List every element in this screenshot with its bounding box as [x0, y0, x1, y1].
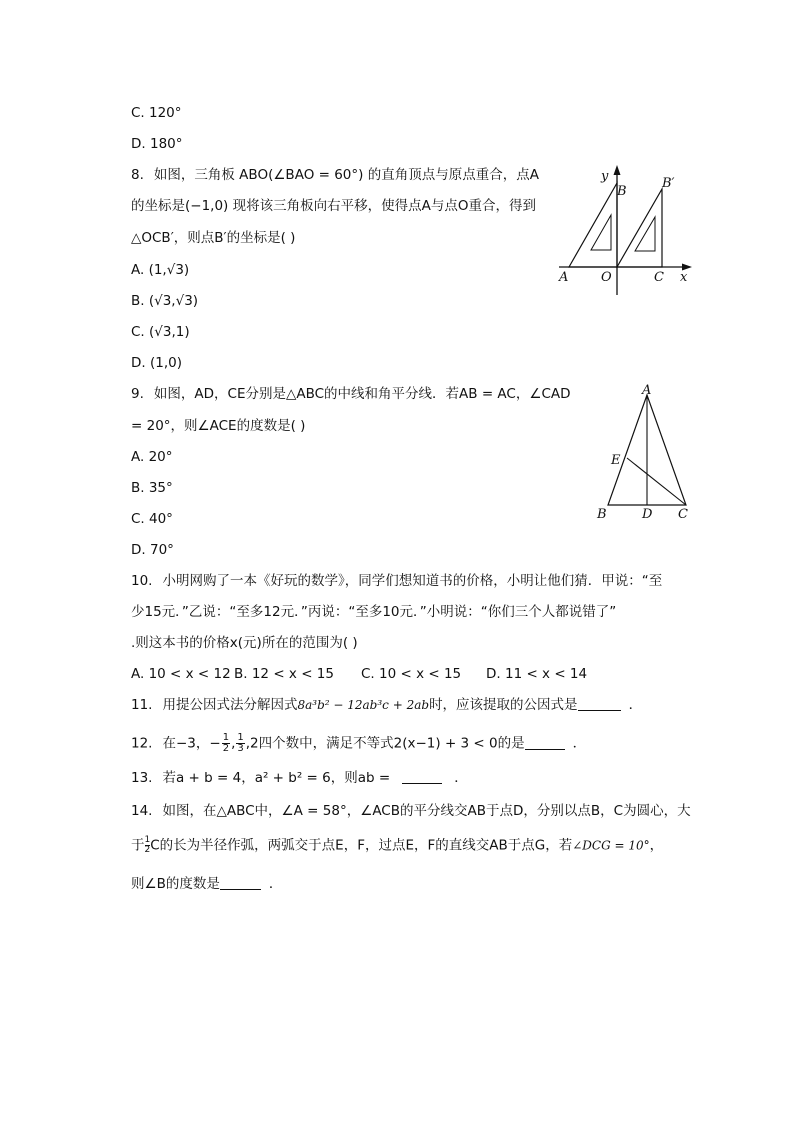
q12-end: ． — [572, 735, 587, 752]
q8-line2: 的坐标是(−1,0) 现将该三角板向右平移，使得点A与点O重合，得到 — [131, 198, 536, 214]
q9-option-b: B. 35° — [131, 480, 173, 496]
q12-minus: − — [209, 735, 221, 752]
q12-fraction-1-num: 1 — [222, 732, 230, 743]
q8-option-d: D. (1,0) — [131, 355, 182, 371]
q8-figure — [555, 163, 700, 298]
q11-text-b: 时，应该提取的公因式是 — [429, 697, 578, 713]
q8-label-c: C — [654, 270, 664, 285]
q8-text-1: 如图，三角板 ABO(∠BAO = 60°) 的直角顶点与原点重合，点A — [153, 167, 539, 183]
q12-text-a: 在−3， — [162, 735, 210, 752]
q9-line2: = 20°，则∠ACE的度数是( ) — [131, 418, 306, 434]
q14-answer-blank[interactable] — [220, 875, 261, 890]
q10-line2: 少15元．”乙说：“至多12元．”丙说：“至多10元．”小明说：“你们三个人都说错了” — [131, 604, 617, 620]
q13-line — [131, 769, 468, 787]
q8-label-bprime: B′ — [662, 176, 675, 191]
q14-line2 — [131, 836, 663, 855]
q14-end: ． — [268, 876, 283, 892]
q14-line3 — [131, 875, 282, 893]
q14-angle-dcg: ∠DCG = 10° — [572, 838, 650, 853]
q10-line3: .则这本书的价格x(元)所在的范围为( ) — [131, 635, 358, 651]
q8-number: 8. — [131, 167, 144, 183]
q14-number: 14. — [131, 803, 153, 819]
q14-text-3: 则∠B的度数是 — [131, 876, 220, 892]
q8-label-o: O — [601, 270, 612, 285]
q9-option-c: C. 40° — [131, 511, 173, 527]
q12-answer-blank[interactable] — [525, 735, 565, 750]
q8-line1 — [131, 166, 539, 184]
q11-answer-blank[interactable] — [578, 696, 621, 711]
q12-two: 2 — [250, 735, 259, 752]
q8-line3: △OCB′，则点B′的坐标是( ) — [131, 230, 296, 246]
q12-line: 12. 在−3，− $\frac{1}{2}$ , $\frac{1}{3}$ ,2四个数中，满足不等式2(x−1) + 3 < 0的是 ． — [131, 732, 587, 754]
q13-number: 13. — [131, 770, 153, 786]
q13-answer-blank[interactable] — [402, 769, 442, 784]
q14-text-2b: C的长为半径作弧，两弧交于点E，F，过点E，F的直线交AB于点G，若 — [150, 837, 573, 854]
q14-text-1: 如图，在△ABC中，∠A = 58°，∠ACB的平分线交AB于点D，分别以点B，C为圆心，大 — [162, 803, 691, 819]
q14-text-2d: ， — [649, 837, 664, 854]
q9-figure — [592, 382, 700, 522]
q14-text-2a: 于 — [131, 837, 145, 854]
q13-end: ． — [454, 770, 468, 786]
q14-fraction-den: 2 — [144, 845, 151, 855]
q9-label-c: C — [678, 507, 688, 522]
q8-option-b: B. (√3,√3) — [131, 293, 199, 309]
q13-text: 若a + b = 4，a² + b² = 6，则ab = — [162, 770, 391, 786]
q9-label-a: A — [642, 383, 652, 398]
q12-fraction-2 — [236, 733, 244, 754]
q11-number: 11. — [131, 697, 153, 713]
q14-fraction-num: 1 — [144, 835, 151, 845]
q11-end: ． — [628, 697, 643, 713]
q8-label-a: A — [559, 270, 569, 285]
q12-fraction-2-den: 3 — [237, 743, 244, 754]
q14-line1 — [131, 802, 691, 820]
q8-option-c: C. (√3,1) — [131, 324, 190, 340]
q9-line1 — [131, 385, 571, 403]
q7-option-d: D. 180° — [131, 136, 183, 152]
q10-text-1: 小明网购了一本《好玩的数学》，同学们想知道书的价格，小明让他们猜．甲说：“至 — [162, 573, 663, 589]
q12-fraction-1 — [222, 733, 230, 754]
q9-option-a: A. 20° — [131, 449, 173, 465]
q9-text-1: 如图，AD，CE分别是△ABC的中线和角平分线．若AB = AC，∠CAD — [153, 386, 571, 402]
q10-line1 — [131, 572, 662, 590]
q9-label-d: D — [642, 507, 653, 522]
q8-label-b: B — [617, 184, 627, 199]
q10-number: 10. — [131, 573, 153, 589]
q9-label-e: E — [611, 453, 621, 468]
q11-text-a: 用提公因式法分解因式 — [162, 697, 298, 713]
q11-expression: 8a³b² − 12ab³c + 2ab — [297, 698, 430, 712]
q10-option-c: C. 10 < x < 15 — [361, 666, 462, 682]
q10-option-b: B. 12 < x < 15 — [234, 666, 334, 682]
q10-option-d: D. 11 < x < 14 — [486, 666, 588, 682]
q8-label-y: y — [601, 169, 609, 184]
q10-options — [131, 665, 587, 683]
q9-option-d: D. 70° — [131, 542, 174, 558]
q12-text-b: 四个数中，满足不等式2(x−1) + 3 < 0的是 — [258, 735, 525, 752]
q8-option-a: A. (1,√3) — [131, 262, 190, 278]
q8-label-x: x — [680, 270, 688, 285]
q9-number: 9. — [131, 386, 144, 402]
q7-option-c: C. 120° — [131, 105, 182, 121]
q12-fraction-2-num: 1 — [237, 732, 244, 743]
q11-line — [131, 696, 642, 714]
q10-option-a: A. 10 < x < 12 — [131, 666, 231, 682]
q12-number: 12. — [131, 735, 153, 752]
q12-fraction-1-den: 2 — [222, 743, 230, 754]
q9-label-b: B — [597, 507, 607, 522]
